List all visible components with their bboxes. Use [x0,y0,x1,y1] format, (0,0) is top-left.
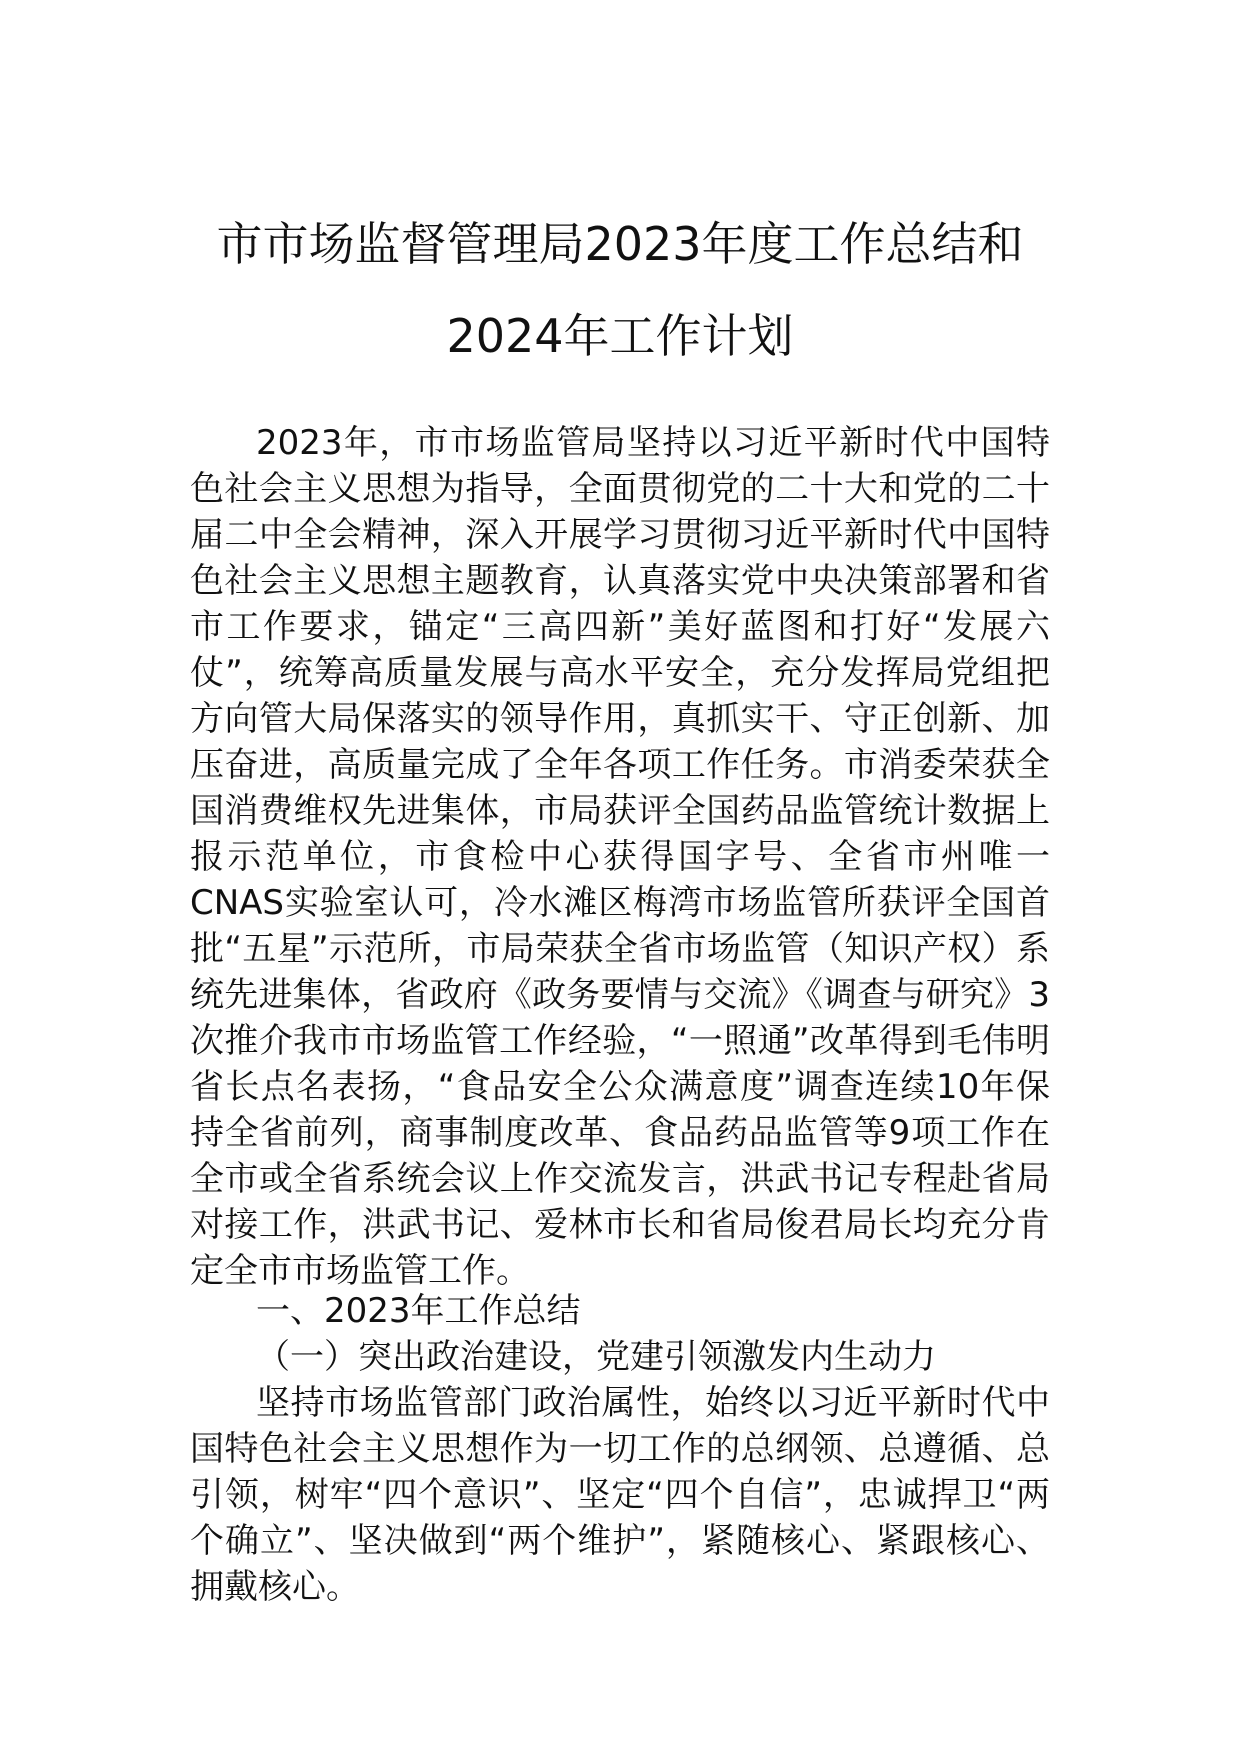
intro-paragraph: 2023年，市市场监管局坚持以习近平新时代中国特色社会主义思想为指导，全面贯彻党的二十大和党的二十届二中全会精神，深入开展学习贯彻习近平新时代中国特色社会主义思想主题教育，认真落实党中央决策部署和省市工作要求，锚定“三高四新”美好蓝图和打好“发展六仗”，统筹高质量发展与高水平安全，充分发挥局党组把方向管大局保落实的领导作用，真抓实干、守正创新、加压奋进，高质量完成了全年各项工作任务。市消委荣获全国消费维权先进集体，市局获评全国药品监管统计数据上报示范单位，市食检中心获得国字号、全省市州唯一CNAS实验室认可，冷水滩区梅湾市场监管所获评全国首批“五星”示范所，市局荣获全省市场监管（知识产权）系统先进集体，省政府《政务要情与交流》《调查与研究》3次推介我市市场监管工作经验，“一照通”改革得到毛伟明省长点名表扬，“食品安全公众满意度”调查连续10年保持全省前列，商事制度改革、食品药品监管等9项工作在全市或全省系统会议上作交流发言，洪武书记专程赴省局对接工作，洪武书记、爱林市长和省局俊君局长均充分肯定全市市场监管工作。 [190,423,1050,1291]
subsection-heading-1: （一）突出政治建设，党建引领激发内生动力 [256,1337,936,1377]
document-title-line-2: 2024年工作计划 [446,309,794,363]
subsection-1-paragraph: 坚持市场监管部门政治属性，始终以习近平新时代中国特色社会主义思想作为一切工作的总纲领、总遵循、总引领，树牢“四个意识”、坚定“四个自信”，忠诚捍卫“两个确立”、坚决做到“两个维护”，紧随核心、紧跟核心、拥戴核心。 [190,1383,1050,1607]
section-heading-1: 一、2023年工作总结 [256,1291,581,1331]
document-title-line-1: 市市场监督管理局2023年度工作总结和 [216,217,1024,271]
